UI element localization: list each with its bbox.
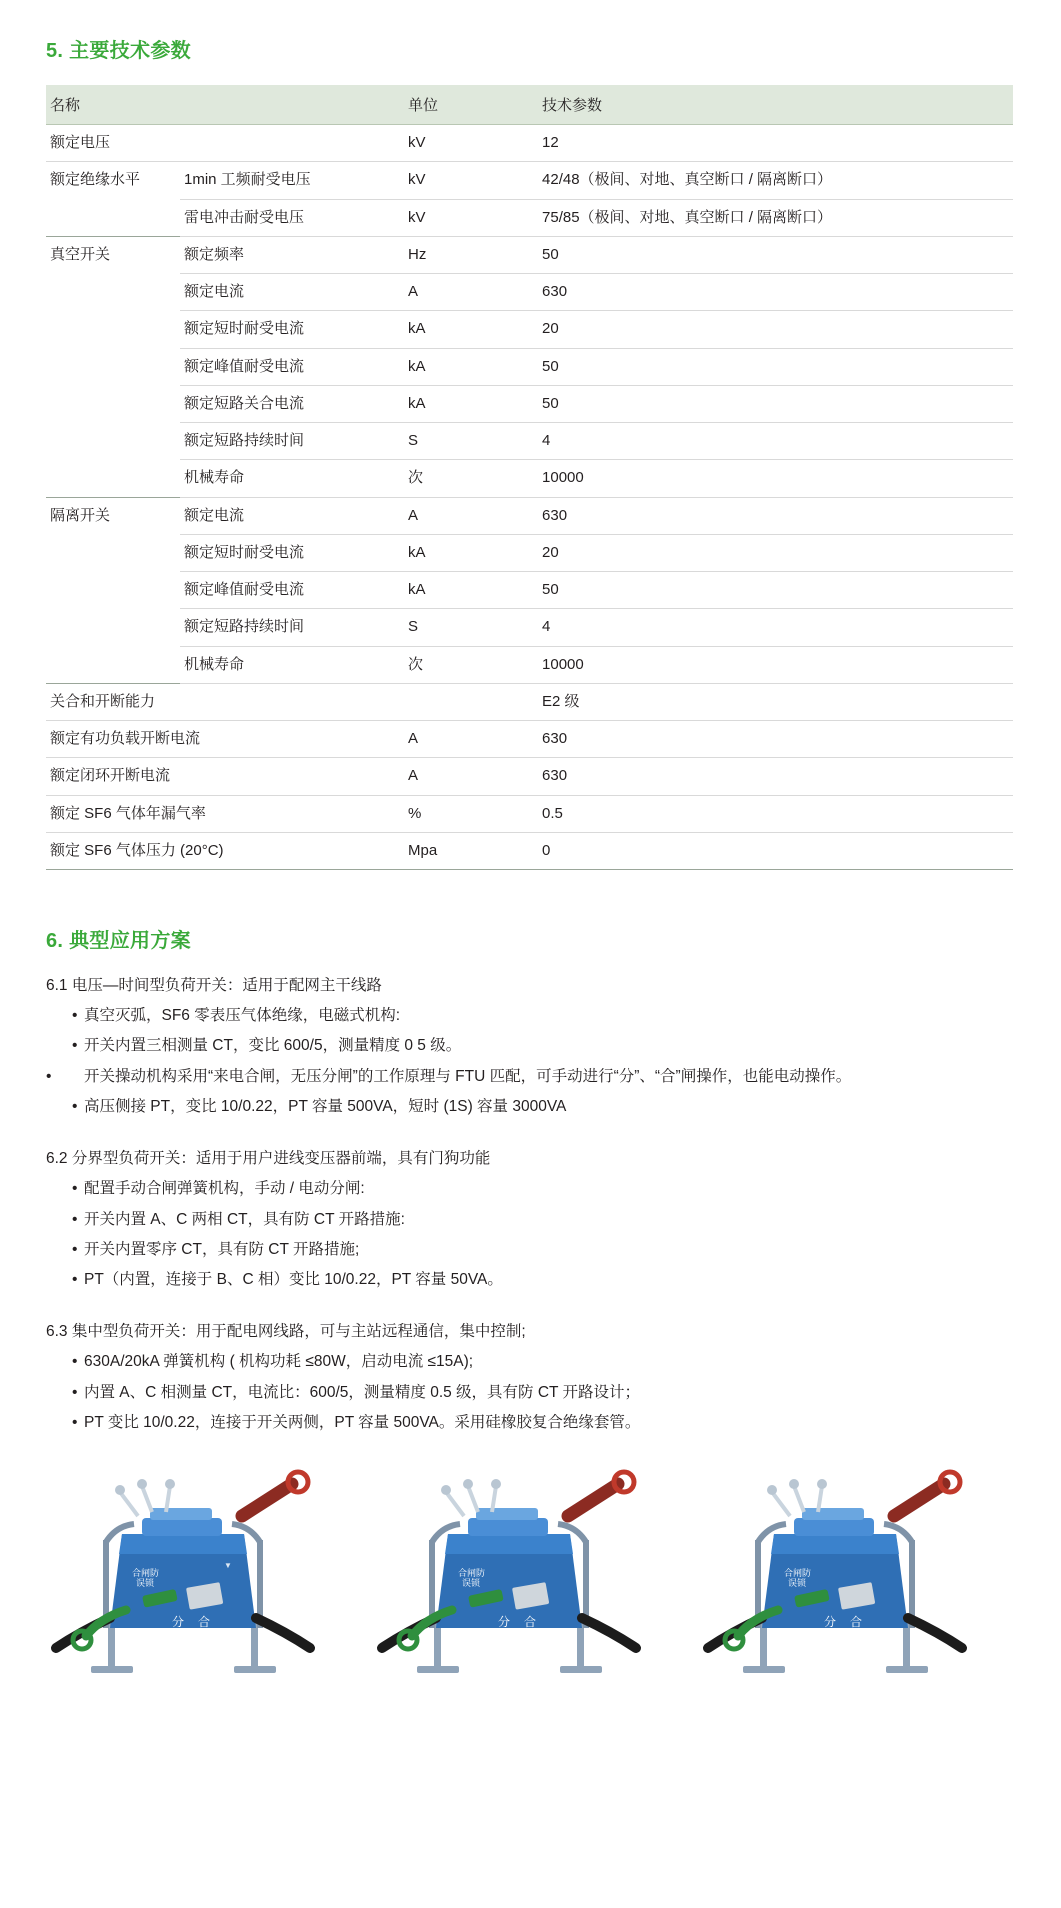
row-unit: Mpa	[404, 832, 538, 869]
row-unit: kA	[404, 572, 538, 609]
table-row	[46, 832, 1013, 869]
row-subname: 1min 工频耐受电压	[180, 162, 404, 199]
row-name: 额定电压	[46, 125, 404, 162]
row-subname: 机械寿命	[180, 646, 404, 683]
bullet-dot-icon: •	[72, 1353, 78, 1371]
row-value: 20	[538, 311, 1013, 348]
bullet-text: 真空灭弧，SF6 零表压气体绝缘，电磁式机构:	[84, 1007, 401, 1025]
figure-label-open: 分	[498, 1615, 511, 1630]
table-row	[46, 683, 1013, 720]
application-bullet	[46, 1408, 1015, 1438]
row-value: 0	[538, 832, 1013, 869]
bullet-dot-icon: •	[72, 1413, 78, 1431]
application-heading-63: 6.3 集中型负荷开关：用于配电网线路，可与主站远程通信，集中控制;	[46, 1323, 526, 1341]
row-unit: A	[404, 721, 538, 758]
bullet-dot-icon: •	[72, 1240, 78, 1258]
row-group-name: 额定绝缘水平	[46, 162, 180, 237]
figure-label-lock2: 误锁	[788, 1578, 807, 1589]
application-heading-62: 6.2 分界型负荷开关：适用于用户进线变压器前端，具有门狗功能	[46, 1150, 491, 1168]
row-name: 额定 SF6 气体年漏气率	[46, 795, 404, 832]
table-row	[46, 609, 1013, 646]
row-unit	[404, 683, 538, 720]
table-row	[46, 497, 1013, 534]
bullet-text: 开关内置 A、C 两相 CT，具有防 CT 开路措施:	[84, 1210, 405, 1228]
row-unit: %	[404, 795, 538, 832]
spacer	[46, 1295, 1015, 1317]
spacer	[46, 1122, 1015, 1144]
bullet-text: 高压侧接 PT，变比 10/0.22，PT 容量 500VA，短时 (1S) 容量 3000VA	[84, 1097, 567, 1115]
row-group-name: 真空开关	[46, 236, 180, 497]
row-value: 50	[538, 236, 1013, 273]
bullet-dot-icon: •	[72, 1097, 78, 1115]
bullet-text: 开关内置零序 CT，具有防 CT 开路措施;	[84, 1240, 360, 1258]
load-switch-illustration	[372, 1468, 662, 1683]
technical-parameters-table	[46, 85, 1013, 870]
row-unit: kA	[404, 348, 538, 385]
table-row	[46, 721, 1013, 758]
table-header-value: 技术参数	[538, 85, 1013, 125]
row-value: 10000	[538, 460, 1013, 497]
table-row	[46, 385, 1013, 422]
figure-label-lock2: 误锁	[136, 1578, 155, 1589]
applications-section-title: 6. 典型应用方案	[46, 930, 191, 952]
application-bullet	[46, 1265, 1015, 1295]
bullet-dot-icon: •	[72, 1037, 78, 1055]
row-unit: S	[404, 609, 538, 646]
row-value: 50	[538, 385, 1013, 422]
product-photo-3	[698, 1468, 988, 1683]
figure-label-lock: 合闸防	[458, 1568, 486, 1579]
row-value: 42/48（极间、对地、真空断口 / 隔离断口）	[538, 162, 1013, 199]
table-row	[46, 646, 1013, 683]
product-photo-1	[46, 1468, 336, 1683]
row-unit: 次	[404, 460, 538, 497]
bullet-dot-icon: •	[72, 1007, 78, 1025]
table-row	[46, 572, 1013, 609]
row-subname: 额定短路持续时间	[180, 423, 404, 460]
row-subname: 额定短路持续时间	[180, 609, 404, 646]
row-group-name: 隔离开关	[46, 497, 180, 683]
row-subname: 额定电流	[180, 274, 404, 311]
row-name: 额定有功负载开断电流	[46, 721, 404, 758]
row-name: 关合和开断能力	[46, 683, 404, 720]
bullet-dot-icon: •	[46, 1067, 52, 1085]
application-bullet	[46, 1174, 1015, 1204]
row-subname: 额定峰值耐受电流	[180, 572, 404, 609]
figure-label-lock: 合闸防	[132, 1568, 160, 1579]
application-bullet	[46, 1001, 1015, 1031]
row-value: 4	[538, 609, 1013, 646]
figure-label-lock2: 误锁	[462, 1578, 481, 1589]
table-header-unit: 单位	[404, 85, 538, 125]
row-value: 630	[538, 497, 1013, 534]
row-unit: Hz	[404, 236, 538, 273]
row-value: 12	[538, 125, 1013, 162]
row-name: 额定 SF6 气体压力 (20°C)	[46, 832, 404, 869]
table-row	[46, 274, 1013, 311]
table-row	[46, 534, 1013, 571]
row-unit: A	[404, 497, 538, 534]
figure-label-open: 分	[172, 1615, 185, 1630]
row-unit: kV	[404, 125, 538, 162]
figure-label-open: 分	[824, 1615, 837, 1630]
application-bullet	[46, 1235, 1015, 1265]
product-photo-2	[372, 1468, 662, 1683]
row-subname: 额定峰值耐受电流	[180, 348, 404, 385]
row-value: 630	[538, 758, 1013, 795]
bullet-text: 开关内置三相测量 CT，变比 600/5，测量精度 0 5 级。	[84, 1037, 462, 1055]
row-unit: 次	[404, 646, 538, 683]
figure-label-close: 合	[524, 1615, 537, 1630]
table-row	[46, 125, 1013, 162]
table-row	[46, 162, 1013, 199]
row-value: 4	[538, 423, 1013, 460]
row-unit: S	[404, 423, 538, 460]
table-header-row	[46, 85, 1013, 125]
row-unit: kA	[404, 311, 538, 348]
row-subname: 机械寿命	[180, 460, 404, 497]
table-row	[46, 795, 1013, 832]
row-subname: 额定短时耐受电流	[180, 534, 404, 571]
table-row	[46, 236, 1013, 273]
application-bullet	[46, 1205, 1015, 1235]
row-unit: kA	[404, 534, 538, 571]
row-value: E2 级	[538, 683, 1013, 720]
table-row	[46, 423, 1013, 460]
bullet-dot-icon: •	[72, 1270, 78, 1288]
bullet-text: PT 变比 10/0.22，连接于开关两侧，PT 容量 500VA。采用硅橡胶复合绝缘套管。	[84, 1413, 641, 1431]
figure-label-close: 合	[850, 1615, 863, 1630]
application-bullet	[46, 1092, 1015, 1122]
application-heading-61: 6.1 电压—时间型负荷开关：适用于配网主干线路	[46, 977, 382, 994]
bullet-text: 开关操动机构采用“来电合闸，无压分闸”的工作原理与 FTU 匹配，可手动进行“分”、“合”闸操作，也能电动操作。	[84, 1067, 852, 1085]
row-unit: kV	[404, 199, 538, 236]
bullet-text: 配置手动合闸弹簧机构，手动 / 电动分闸:	[84, 1180, 365, 1198]
row-name: 额定闭环开断电流	[46, 758, 404, 795]
row-subname: 额定短时耐受电流	[180, 311, 404, 348]
figure-label-lock: 合闸防	[784, 1568, 812, 1579]
table-row	[46, 758, 1013, 795]
product-photos	[46, 1468, 1015, 1713]
row-value: 50	[538, 572, 1013, 609]
application-bullet	[46, 1062, 1015, 1092]
table-row	[46, 199, 1013, 236]
row-unit: A	[404, 274, 538, 311]
row-value: 20	[538, 534, 1013, 571]
table-header-name: 名称	[46, 85, 404, 125]
row-subname: 额定频率	[180, 236, 404, 273]
row-subname: 额定短路关合电流	[180, 385, 404, 422]
table-row	[46, 460, 1013, 497]
row-value: 75/85（极间、对地、真空断口 / 隔离断口）	[538, 199, 1013, 236]
row-value: 630	[538, 721, 1013, 758]
table-row	[46, 348, 1013, 385]
row-unit: A	[404, 758, 538, 795]
table-body	[46, 125, 1013, 870]
application-bullet	[46, 1347, 1015, 1377]
bullet-text: PT（内置，连接于 B、C 相）变比 10/0.22，PT 容量 50VA。	[84, 1270, 503, 1288]
bullet-dot-icon: •	[72, 1180, 78, 1198]
row-value: 50	[538, 348, 1013, 385]
application-bullet	[46, 1378, 1015, 1408]
bullet-dot-icon: •	[72, 1383, 78, 1401]
row-value: 10000	[538, 646, 1013, 683]
row-subname: 额定电流	[180, 497, 404, 534]
row-value: 630	[538, 274, 1013, 311]
load-switch-illustration	[698, 1468, 988, 1683]
bullet-text: 内置 A、C 相测量 CT，电流比：600/5，测量精度 0.5 级，具有防 CT 开路设计；	[84, 1383, 641, 1401]
row-value: 0.5	[538, 795, 1013, 832]
row-subname: 雷电冲击耐受电压	[180, 199, 404, 236]
specs-section-title: 5. 主要技术参数	[46, 40, 191, 62]
bullet-text: 630A/20kA 弹簧机构 ( 机构功耗 ≤80W，启动电流 ≤15A);	[84, 1353, 474, 1371]
figure-label-small: ▼	[224, 1561, 232, 1571]
row-unit: kA	[404, 385, 538, 422]
application-bullet	[46, 1031, 1015, 1061]
load-switch-illustration	[46, 1468, 336, 1683]
table-row	[46, 311, 1013, 348]
row-unit: kV	[404, 162, 538, 199]
figure-label-close: 合	[198, 1615, 211, 1630]
bullet-dot-icon: •	[72, 1210, 78, 1228]
